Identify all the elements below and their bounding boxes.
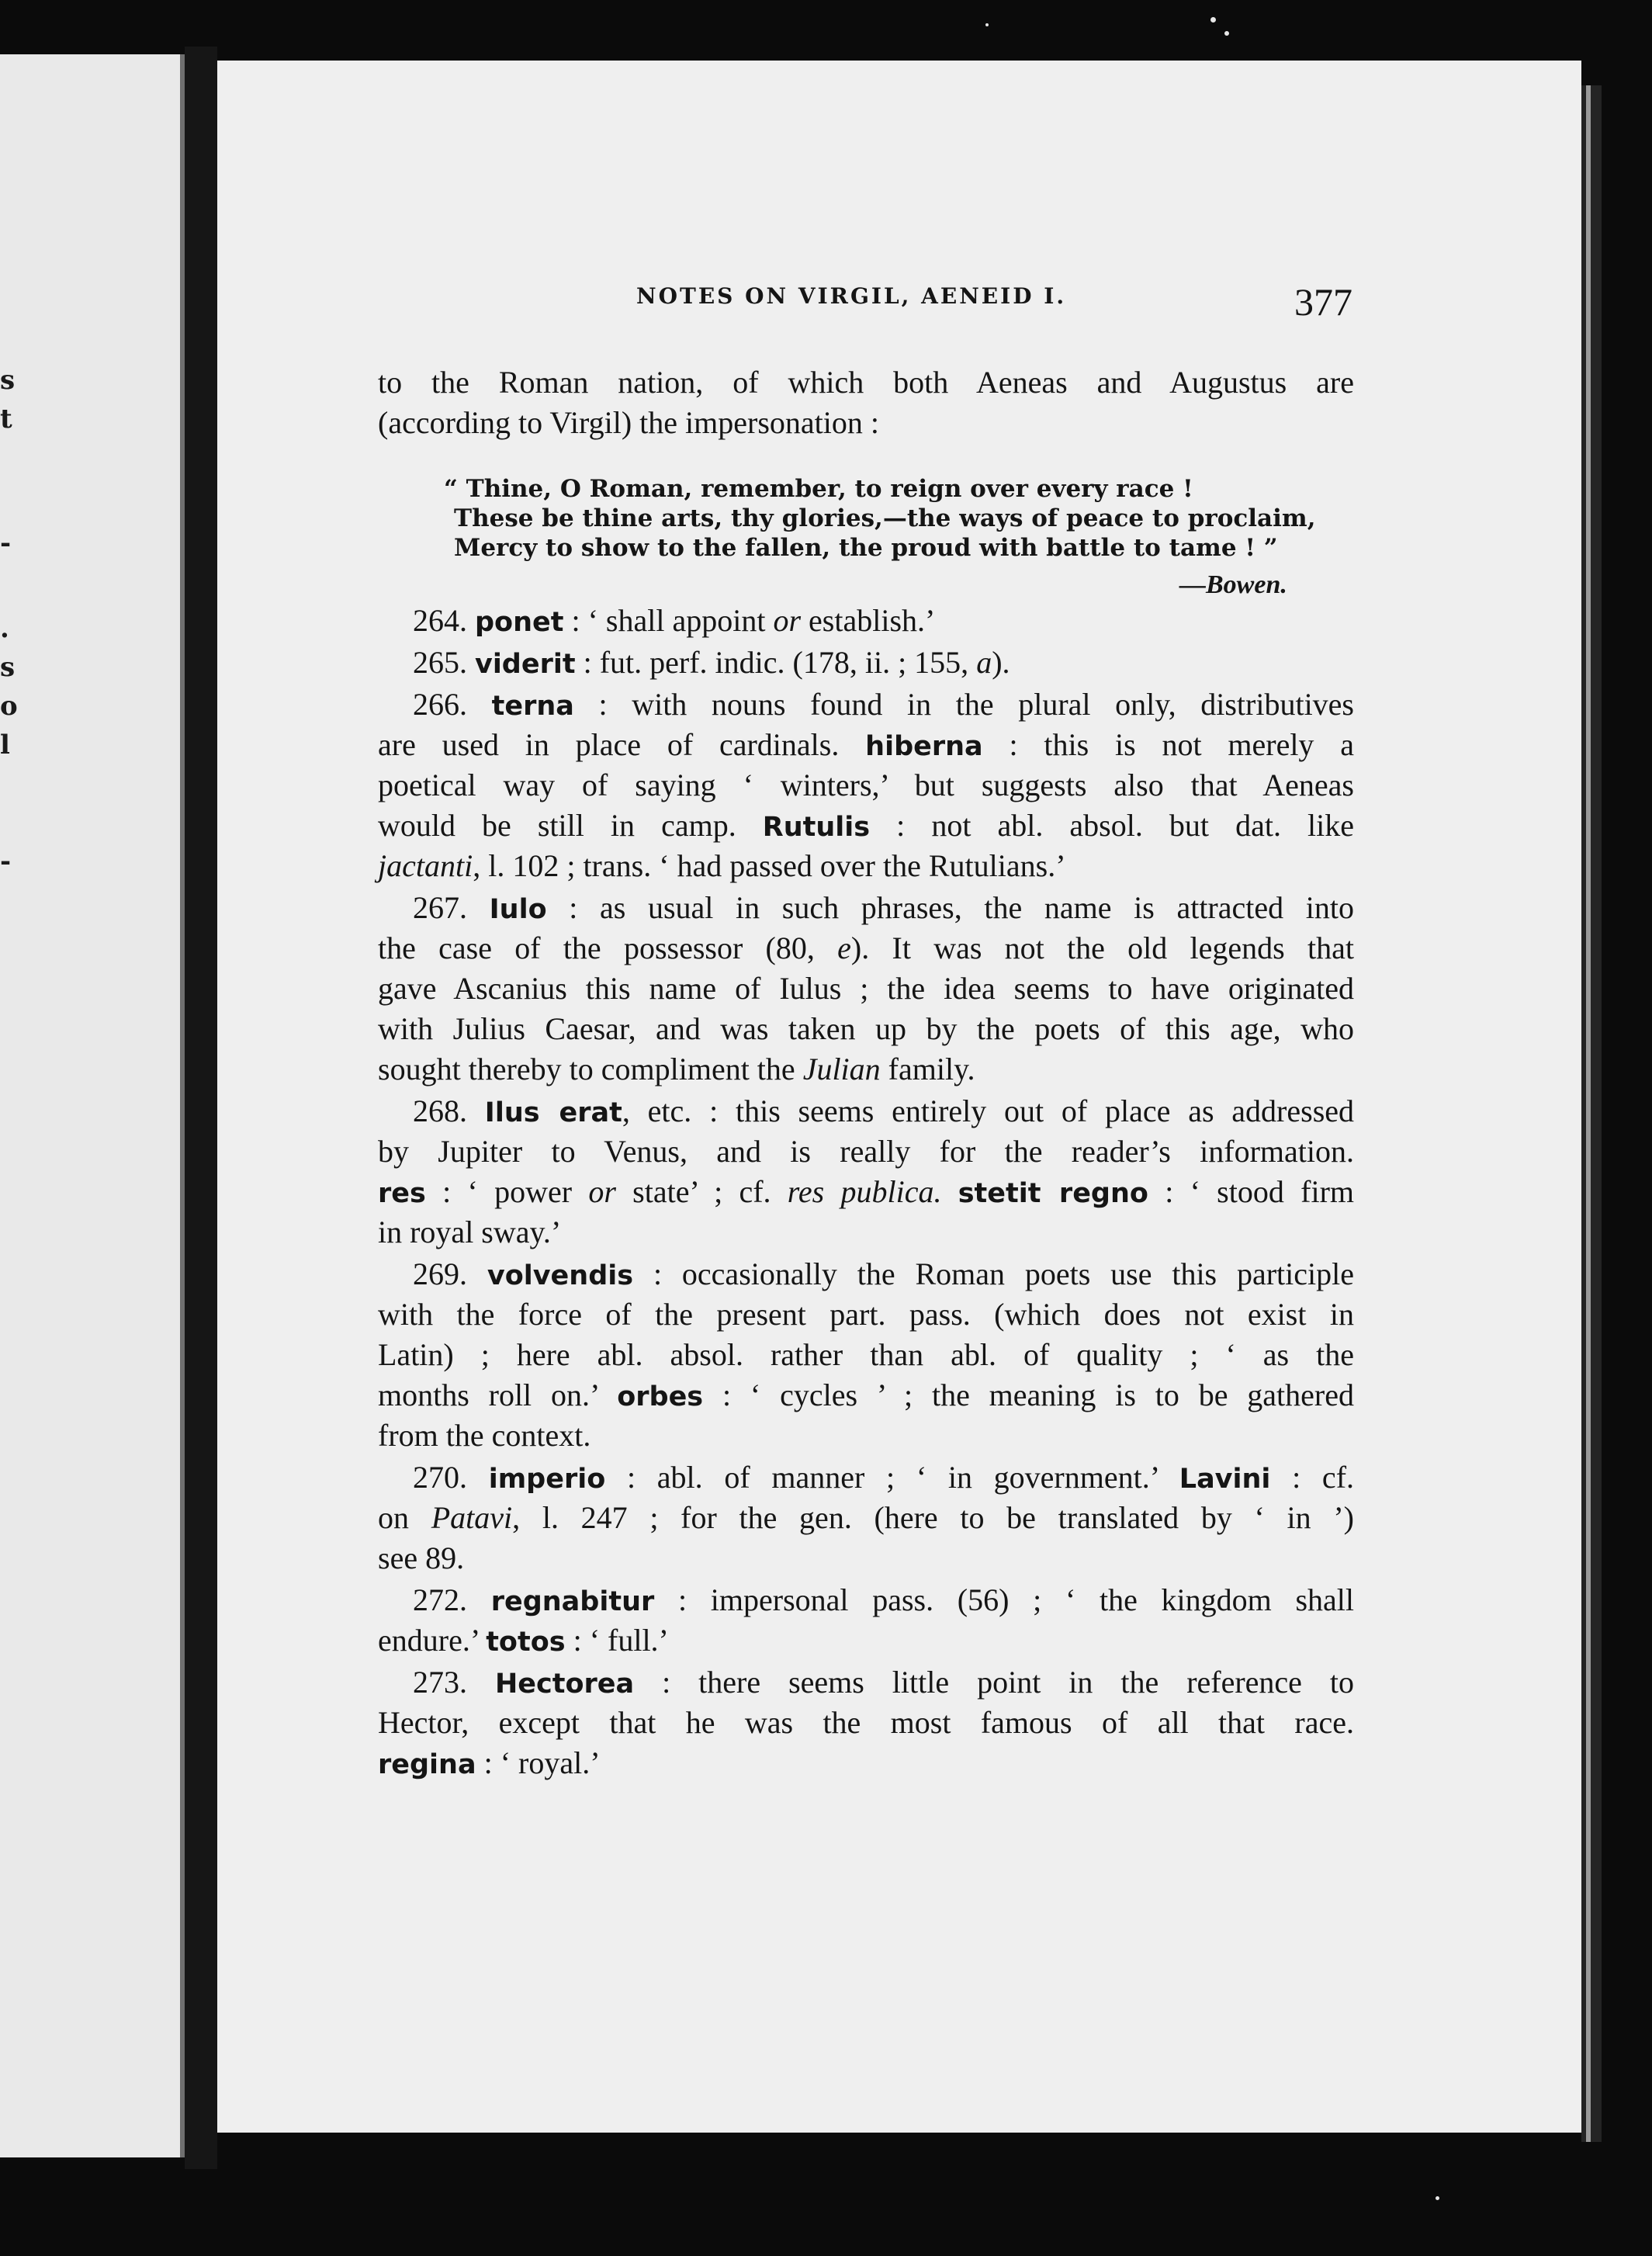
note-text: : occasionally the Roman poets use this participle	[633, 1256, 1355, 1291]
film-speck	[1224, 31, 1229, 36]
page-stack-edge	[1586, 85, 1591, 2142]
note-lemma: Hectorea	[494, 1669, 635, 1700]
note-lemma: res	[378, 1178, 426, 1209]
note-text: : cf.	[1270, 1460, 1355, 1495]
film-speck	[985, 23, 989, 26]
note-lemma: ponet	[475, 607, 564, 638]
quote-attribution: —Bowen.	[1179, 570, 1287, 599]
note-text: , l. 247 ; for the gen. (here to be translated by ‘ in ’)	[512, 1500, 1354, 1535]
note-number: 269.	[413, 1256, 467, 1291]
body-line	[378, 1621, 1354, 1662]
facing-page-fragment: o	[0, 691, 18, 722]
note-text: the case of the possessor (80,	[378, 930, 838, 965]
body-line	[378, 1376, 1354, 1416]
body-line	[378, 847, 1354, 885]
note-text: : impersonal pass. (56) ; ‘ the kingdom shall	[654, 1582, 1354, 1617]
note-265	[413, 643, 1354, 684]
note-lemma: viderit	[475, 649, 576, 680]
body-line	[378, 1499, 1354, 1537]
note-text: : there seems little point in the reference to	[634, 1665, 1354, 1700]
body-line	[378, 726, 1354, 766]
note-text: , l. 102 ; trans. ‘ had passed over the Rutulians.’	[473, 848, 1066, 883]
note-text: : as usual in such phrases, the name is attracted into	[546, 890, 1354, 925]
body-line	[378, 1050, 1354, 1089]
body-line	[378, 929, 1354, 968]
note-text: establish.’	[801, 603, 936, 638]
body-line: to the Roman nation, of which both Aeneas and Augustus are	[378, 365, 1354, 400]
note-text: state’ ; cf.	[615, 1174, 788, 1209]
body-line: from the context.	[378, 1418, 591, 1453]
note-text: : ‘ stood firm	[1148, 1174, 1354, 1209]
body-line: gave Ascanius this name of Iulus ; the idea seems to have originated	[378, 971, 1354, 1006]
note-number: 265.	[413, 645, 467, 680]
note-text: ). It was not the old legends that	[850, 930, 1354, 965]
film-speck	[1436, 2196, 1439, 2200]
note-text: endure.’	[378, 1623, 487, 1658]
note-italic: Julian	[802, 1052, 881, 1086]
note-266	[413, 685, 1354, 726]
note-lemma: totos	[486, 1627, 566, 1658]
note-number: 270.	[413, 1460, 467, 1495]
facing-page-fragment: l	[0, 729, 10, 761]
verse-quote-line: “ Thine, O Roman, remember, to reign over every race !	[444, 475, 1193, 503]
body-line: see 89.	[378, 1540, 465, 1575]
note-lemma: Rutulis	[762, 812, 871, 843]
facing-page-fragment: -	[0, 846, 12, 877]
note-lemma: regnabitur	[490, 1586, 655, 1617]
verse-quote-line: Mercy to show to the fallen, the proud with battle to tame ! ”	[454, 534, 1278, 562]
note-number: 273.	[413, 1665, 467, 1700]
note-text: family.	[880, 1052, 975, 1086]
running-head: NOTES ON VIRGIL, AENEID I.	[636, 283, 1067, 309]
note-lemma: Iulo	[489, 894, 547, 925]
note-264	[413, 601, 1354, 642]
note-text: : not abl. absol. but dat. like	[870, 808, 1354, 843]
body-line	[378, 1744, 1354, 1784]
note-text: : ‘ full.’	[565, 1623, 669, 1658]
body-line: by Jupiter to Venus, and is really for the reader’s information.	[378, 1134, 1354, 1169]
note-lemma: Ilus erat	[484, 1097, 622, 1128]
note-text: : ‘ cycles ’ ; the meaning is to be gathered	[703, 1378, 1354, 1412]
note-lemma: regina	[378, 1749, 476, 1780]
note-273	[413, 1663, 1354, 1703]
note-269	[413, 1255, 1354, 1295]
note-text: : ‘ royal.’	[476, 1745, 601, 1780]
body-line: Hector, except that he was the most famous of all that race.	[378, 1705, 1354, 1740]
note-number: 266.	[413, 687, 467, 722]
note-number: 272.	[413, 1582, 467, 1617]
note-number: 268.	[413, 1093, 467, 1128]
page-stack-edge	[1581, 85, 1602, 2142]
book-gutter	[185, 47, 217, 2169]
facing-page-fragment: t	[0, 404, 12, 435]
note-number: 264.	[413, 603, 467, 638]
note-lemma: terna	[491, 691, 574, 722]
page-number: 377	[1294, 280, 1352, 324]
body-line	[378, 806, 1354, 847]
note-lemma: Lavini	[1179, 1464, 1271, 1495]
facing-page-fragment: s	[0, 652, 16, 683]
note-text: : with nouns found in the plural only, distributives	[573, 687, 1355, 722]
note-text: are used in place of cardinals.	[378, 727, 866, 762]
body-line: (according to Virgil) the impersonation :	[378, 405, 879, 440]
note-text: ).	[992, 645, 1010, 680]
body-line: with Julius Caesar, and was taken up by the poets of this age, who	[378, 1011, 1354, 1046]
verse-quote-line: These be thine arts, thy glories,—the ways of peace to proclaim,	[454, 504, 1316, 532]
note-lemma: imperio	[488, 1464, 606, 1495]
note-270	[413, 1458, 1354, 1499]
note-italic: Patavi	[431, 1500, 513, 1535]
note-text: : ‘ shall appoint	[563, 603, 774, 638]
note-text: : ‘ power	[425, 1174, 589, 1209]
note-text: : this is not merely a	[982, 727, 1354, 762]
note-italic: res publica.	[787, 1174, 942, 1209]
note-number: 267.	[413, 890, 467, 925]
body-line: with the force of the present part. pass. (which does not exist in	[378, 1297, 1354, 1332]
note-268	[413, 1092, 1354, 1132]
note-text: , etc. : this seems entirely out of place as addressed	[622, 1093, 1355, 1128]
body-line: Latin) ; here abl. absol. rather than abl. of quality ; ‘ as the	[378, 1337, 1354, 1372]
facing-page-fragment: -	[0, 528, 12, 559]
note-text: : abl. of manner ; ‘ in government.’	[605, 1460, 1179, 1495]
film-speck	[1210, 17, 1216, 23]
facing-page-fragment: s	[0, 365, 16, 396]
note-lemma: hiberna	[865, 731, 983, 762]
note-italic: e	[837, 930, 851, 965]
note-italic: a	[976, 645, 992, 680]
note-text: would be still in camp.	[378, 808, 763, 843]
note-text: on	[378, 1500, 431, 1535]
body-line: poetical way of saying ‘ winters,’ but suggests also that Aeneas	[378, 768, 1354, 802]
note-italic: or	[773, 603, 802, 638]
facing-page-fragment: .	[0, 613, 9, 644]
note-text: months roll on.’	[378, 1378, 618, 1412]
note-267	[413, 889, 1354, 929]
note-272	[413, 1581, 1354, 1621]
note-italic: or	[588, 1174, 616, 1209]
facing-page	[0, 54, 185, 2157]
note-lemma: orbes	[617, 1381, 704, 1412]
note-italic: jactanti	[378, 848, 473, 883]
body-line	[378, 1173, 1354, 1213]
note-lemma: stetit regno	[958, 1178, 1148, 1209]
note-text: sought thereby to compliment the	[378, 1052, 803, 1086]
note-lemma: volvendis	[487, 1260, 634, 1291]
note-text: : fut. perf. indic. (178, ii. ; 155,	[575, 645, 977, 680]
body-line: in royal sway.’	[378, 1215, 562, 1249]
